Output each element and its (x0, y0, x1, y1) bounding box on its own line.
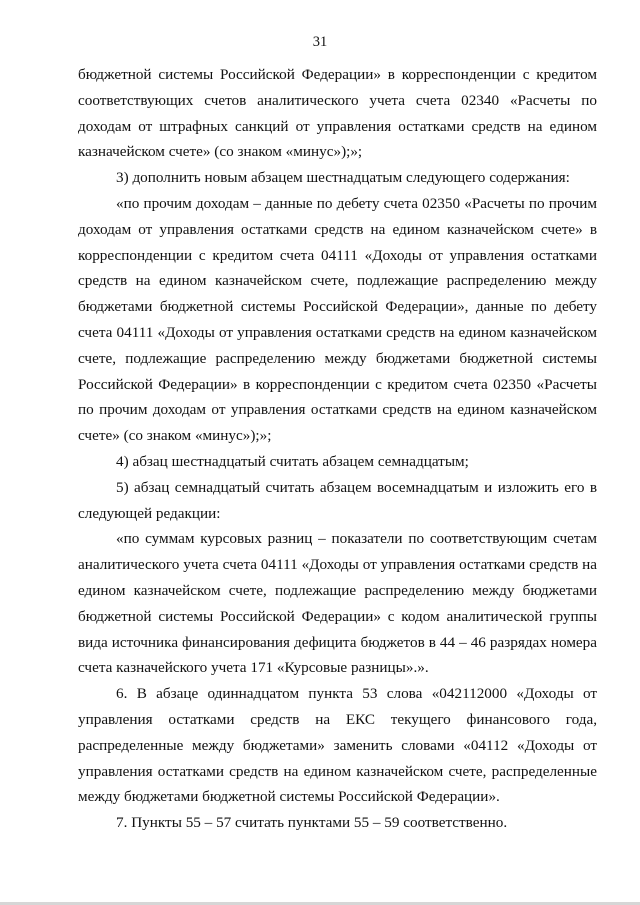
paragraph-item-4: 4) абзац шестнадцатый считать абзацем семнадцатым; (116, 452, 469, 470)
paragraph-point-6: 6. В абзаце одиннадцатом пункта 53 слова «042112000 «Доходы от управления остатками средств на ЕКС текущего финансового года, распределенные между бюджетами» заменить словами «04112 «Доходы от управления остатками средств на едином казначейском счете, распределенные между бюджетами бюджетной системы Российской Федерации». (78, 685, 597, 806)
paragraph-point-7: 7. Пункты 55 – 57 считать пунктами 55 – 59 соответственно. (116, 814, 508, 832)
paragraph-quote-other-income: «по прочим доходам – данные по дебету счета 02350 «Расчеты по прочим доходам от управления остатками средств на едином казначейском счете» в корреспонденции с кредитом счета 04111 «Доходы от управления остатками средств на едином казначейском счете, подлежащие распределению между бюджетами бюджетной системы Российской Федерации», данные по дебету счета 04111 «Доходы от управления остатками средств на едином казначейском счете, подлежащие распределению между бюджетами бюджетной системы Российской Федерации» в корреспонденции с кредитом счета 02350 «Расчеты по прочим доходам от управления остатками средств на едином казначейском счете» (со знаком «минус»);»; (78, 194, 597, 445)
page-number: 31 (312, 34, 328, 50)
paragraph-item-3: 3) дополнить новым абзацем шестнадцатым следующего содержания: (116, 169, 570, 187)
paragraph-quote-exchange-differences: «по суммам курсовых разниц – показатели по соответствующим счетам аналитического учета счета 04111 «Доходы от управления остатками средств на едином казначейском счете, подлежащие распределению между бюджетами бюджетной системы Российской Федерации» с кодом аналитической группы вида источника финансирования дефицита бюджетов в 44 – 46 разрядах номера счета казначейского учета 171 «Курсовые разницы».». (78, 530, 597, 677)
paragraph-continuation: бюджетной системы Российской Федерации» в корреспонденции с кредитом соответствующих счетов аналитического учета счета 02340 «Расчеты по доходам от штрафных санкций от управления остатками средств на едином казначейском счете» (со знаком «минус»);»; (78, 66, 597, 161)
paragraph-item-5: 5) абзац семнадцатый считать абзацем восемнадцатым и изложить его в следующей редакции: (78, 478, 597, 522)
document-body (78, 62, 597, 836)
